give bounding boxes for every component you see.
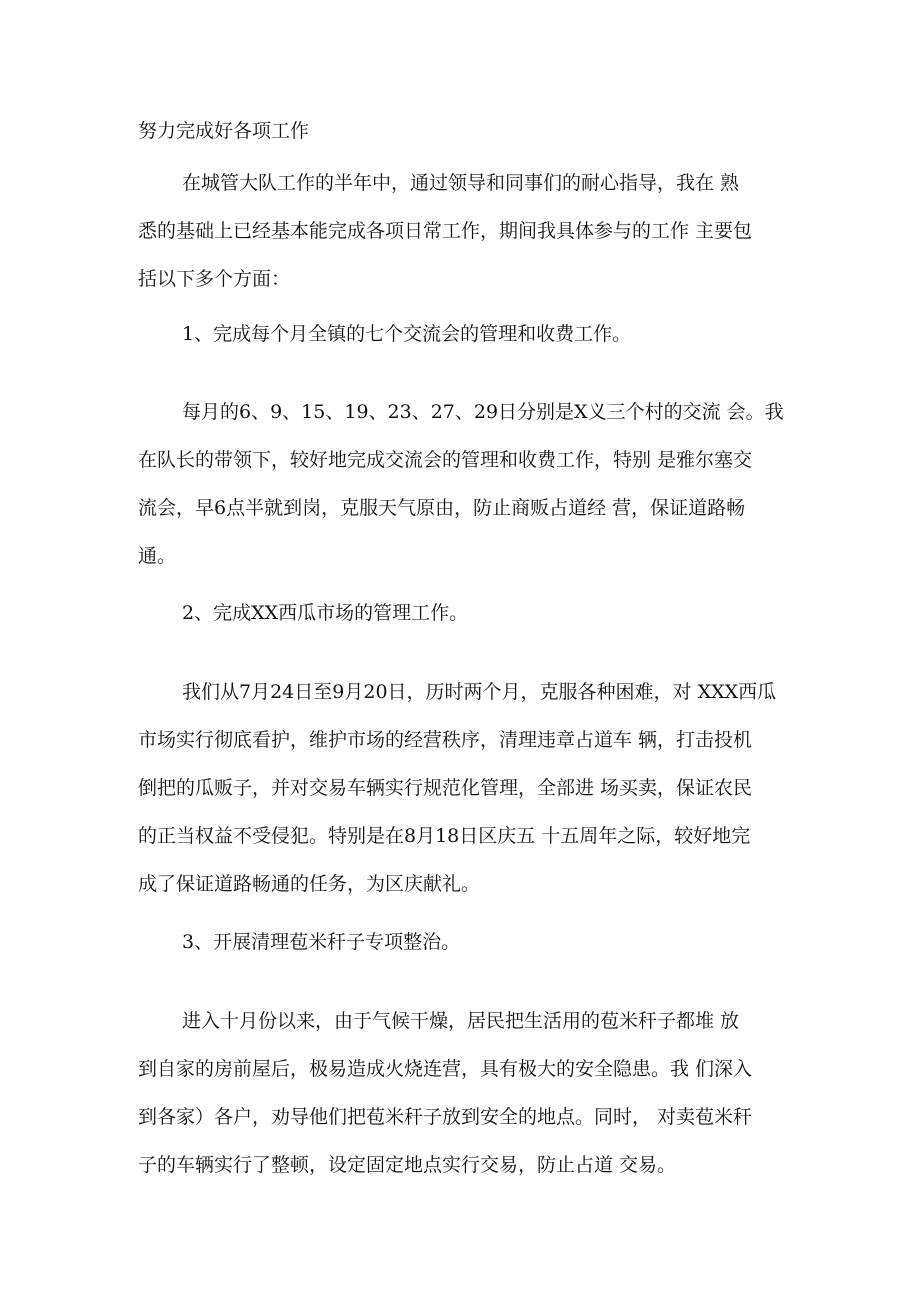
section-2-line-3: 倒把的瓜贩子，并对交易车辆实行规范化管理，全部进 场买卖，保证农民 — [138, 777, 753, 799]
section-2-line-2: 市场实行彻底看护，维护市场的经营秩序，清理违章占道车 辆，打击投机 — [138, 729, 753, 751]
section-3-line-3: 到各家）各户，劝导他们把苞米秆子放到安全的地点。同时， 对卖苞米秆 — [138, 1106, 753, 1128]
section-2-line-4: 的正当权益不受侵犯。特别是在8月18日区庆五 十五周年之际，较好地完 — [138, 825, 751, 847]
section-2-line-1: 我们从7月24日至9月20日，历时两个月，克服各种困难，对 XXX西瓜 — [182, 681, 777, 703]
section-3-line-1: 进入十月份以来，由于气候干燥，居民把生活用的苞米秆子都堆 放 — [182, 1010, 740, 1032]
section-1-line-4: 通。 — [138, 545, 177, 567]
section-3-title: 3、开展清理苞米秆子专项整治。 — [182, 931, 461, 953]
intro-line-3: 括以下多个方面： — [138, 268, 291, 290]
section-2-line-5: 成了保证道路畅通的任务，为区庆献礼。 — [138, 873, 481, 895]
section-1-line-2: 在队长的带领下，较好地完成交流会的管理和收费工作，特别 是雅尔塞交 — [138, 449, 753, 471]
section-1-title: 1、完成每个月全镇的七个交流会的管理和收费工作。 — [182, 323, 632, 345]
intro-line-1: 在城管大队工作的半年中，通过领导和同事们的耐心指导，我在 熟 — [182, 172, 740, 194]
section-3-line-4: 子的车辆实行了整顿，设定固定地点实行交易，防止占道 交易。 — [138, 1154, 677, 1176]
document-heading: 努力完成好各项工作 — [138, 120, 310, 142]
section-2-title: 2、完成XX西瓜市场的管理工作。 — [182, 602, 469, 624]
section-1-line-1: 每月的6、9、15、19、23、27、29日分别是X义三个村的交流 会。我 — [182, 401, 784, 423]
intro-line-2: 悉的基础上已经基本能完成各项日常工作，期间我具体参与的工作 主要包 — [138, 220, 753, 242]
section-1-line-3: 流会，早6点半就到岗，克服天气原由，防止商贩占道经 营，保证道路畅 — [138, 497, 746, 519]
section-3-line-2: 到自家的房前屋后，极易造成火烧连营，具有极大的安全隐患。我 们深入 — [138, 1058, 753, 1080]
